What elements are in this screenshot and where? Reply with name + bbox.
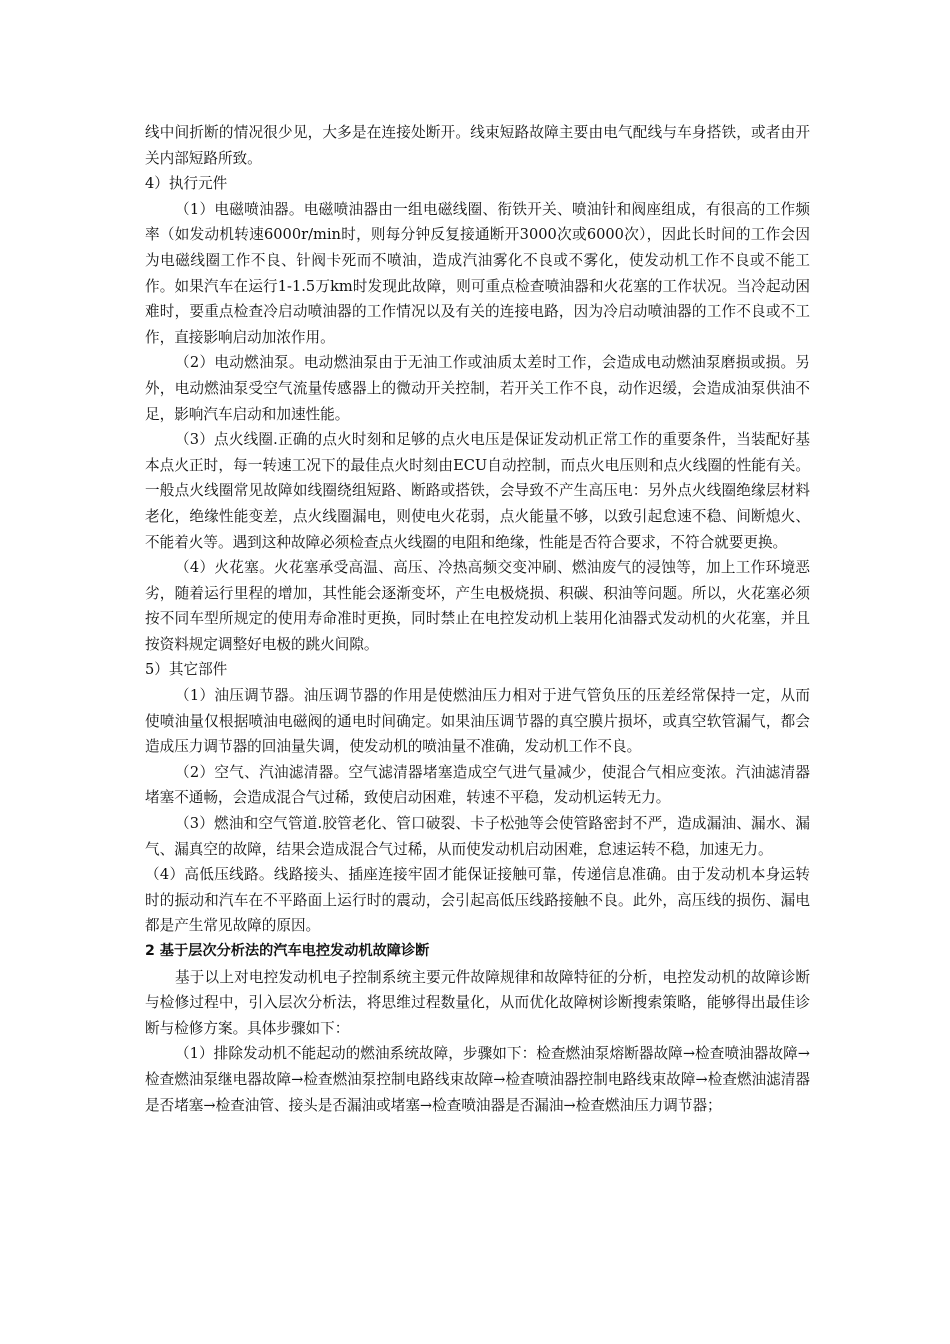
paragraph-fuel-air-pipes: （3）燃油和空气管道.胶管老化、管口破裂、卡子松弛等会使管路密封不严，造成漏油、漏水、漏气、漏真空的故障，结果会造成混合气过稀，从而使发动机启动困难，怠速运转不稳，加速无力。 xyxy=(145,815,810,858)
paragraph-hv-lv-wiring: （4）高低压线路。线路接头、插座连接牢固才能保证接触可靠，传递信息准确。由于发动机本身运转时的振动和汽车在不平路面上运行时的震动，会引起高低压线路接触不良。此外，高压线的损伤、漏电都是产生常见故障的原因。 xyxy=(145,866,810,935)
paragraph-ignition-coil: （3）点火线圈.正确的点火时刻和足够的点火电压是保证发动机正常工作的重要条件，当装配好基本点火正时，每一转速工况下的最佳点火时刻由ECU自动控制，而点火电压则和点火线圈的性能有关。一般点火线圈常见故障如线圈绕组短路、断路或搭铁，会导致不产生高压电：另外点火线圈绝缘层材料老化，绝缘性能变差，点火线圈漏电，则使电火花弱，点火能量不够，以致引起怠速不稳、间断熄火、不能着火等。遇到这种故障必须检查点火线圈的电阻和绝缘，性能是否符合要求，不符合就要更换。 xyxy=(145,431,810,551)
section-actuators-heading: 4）执行元件 xyxy=(145,175,228,193)
paragraph-fuel-injector: （1）电磁喷油器。电磁喷油器由一组电磁线圈、衔铁开关、喷油针和阀座组成，有很高的工作频率（如发动机转速6000r/min时，则每分钟反复接通断开3000次或6000次），因此长时间的工作会因为电磁线圈工作不良、针阀卡死而不喷油，造成汽油雾化不良或不雾化，使发动机工作不良或不能工作。如果汽车在运行1-1.5万km时发现此故障，则可重点检查喷油器和火花塞的工作状况。当冷起动困难时，要重点检查冷启动喷油器的工作情况以及有关的连接电路，因为冷启动喷油器的工作不良或不工作，直接影响启动加浓作用。 xyxy=(145,200,810,346)
paragraph-pressure-regulator: （1）油压调节器。油压调节器的作用是使燃油压力相对于进气管负压的压差经常保持一定，从而使喷油量仅根据喷油电磁阀的通电时间确定。如果油压调节器的真空膜片损坏，或真空软管漏气，都会造成压力调节器的回油量失调，使发动机的喷油量不准确，发动机工作不良。 xyxy=(145,687,810,756)
paragraph-ahp-intro: 基于以上对电控发动机电子控制系统主要元件故障规律和故障特征的分析，电控发动机的故障诊断与检修过程中，引入层次分析法，将思维过程数量化，从而优化故障树诊断搜索策略，能够得出最佳诊断与检修方案。具体步骤如下： xyxy=(145,968,810,1037)
paragraph-wire-break: 线中间折断的情况很少见，大多是在连接处断开。线束短路故障主要由电气配线与车身搭铁，或者由开关内部短路所致。 xyxy=(145,124,810,167)
paragraph-spark-plug: （4）火花塞。火花塞承受高温、高压、冷热高频交变冲刷、燃油废气的浸蚀等，加上工作环境恶劣，随着运行里程的增加，其性能会逐渐变坏，产生电极烧损、积碳、积油等问题。所以，火花塞必须按不同车型所规定的使用寿命准时更换，同时禁止在电控发动机上装用化油器式发动机的火花塞，并且按资料规定调整好电极的跳火间隙。 xyxy=(145,559,810,653)
paragraph-filters: （2）空气、汽油滤清器。空气滤清器堵塞造成空气进气量减少，使混合气相应变浓。汽油滤清器堵塞不通畅，会造成混合气过稀，致使启动困难，转速不平稳，发动机运转无力。 xyxy=(145,763,810,807)
section-other-parts-heading: 5）其它部件 xyxy=(145,661,228,679)
document-body xyxy=(145,120,810,1118)
paragraph-fuel-pump: （2）电动燃油泵。电动燃油泵由于无油工作或油质太差时工作，会造成电动燃油泵磨损或损。另外，电动燃油泵受空气流量传感器上的微动开关控制，若开关工作不良，动作迟缓，会造成油泵供油不足，影响汽车启动和加速性能。 xyxy=(145,354,810,423)
paragraph-step-1: （1）排除发动机不能起动的燃油系统故障，步骤如下：检查燃油泵熔断器故障→检查喷油器故障→检查燃油泵继电器故障→检查燃油泵控制电路线束故障→检查喷油器控制电路线束故障→检查燃油滤清器是否堵塞→检查油管、接头是否漏油或堵塞→检查喷油器是否漏油→检查燃油压力调节器； xyxy=(145,1045,810,1114)
section-heading-ahp: 2 基于层次分析法的汽车电控发动机故障诊断 xyxy=(145,943,430,959)
